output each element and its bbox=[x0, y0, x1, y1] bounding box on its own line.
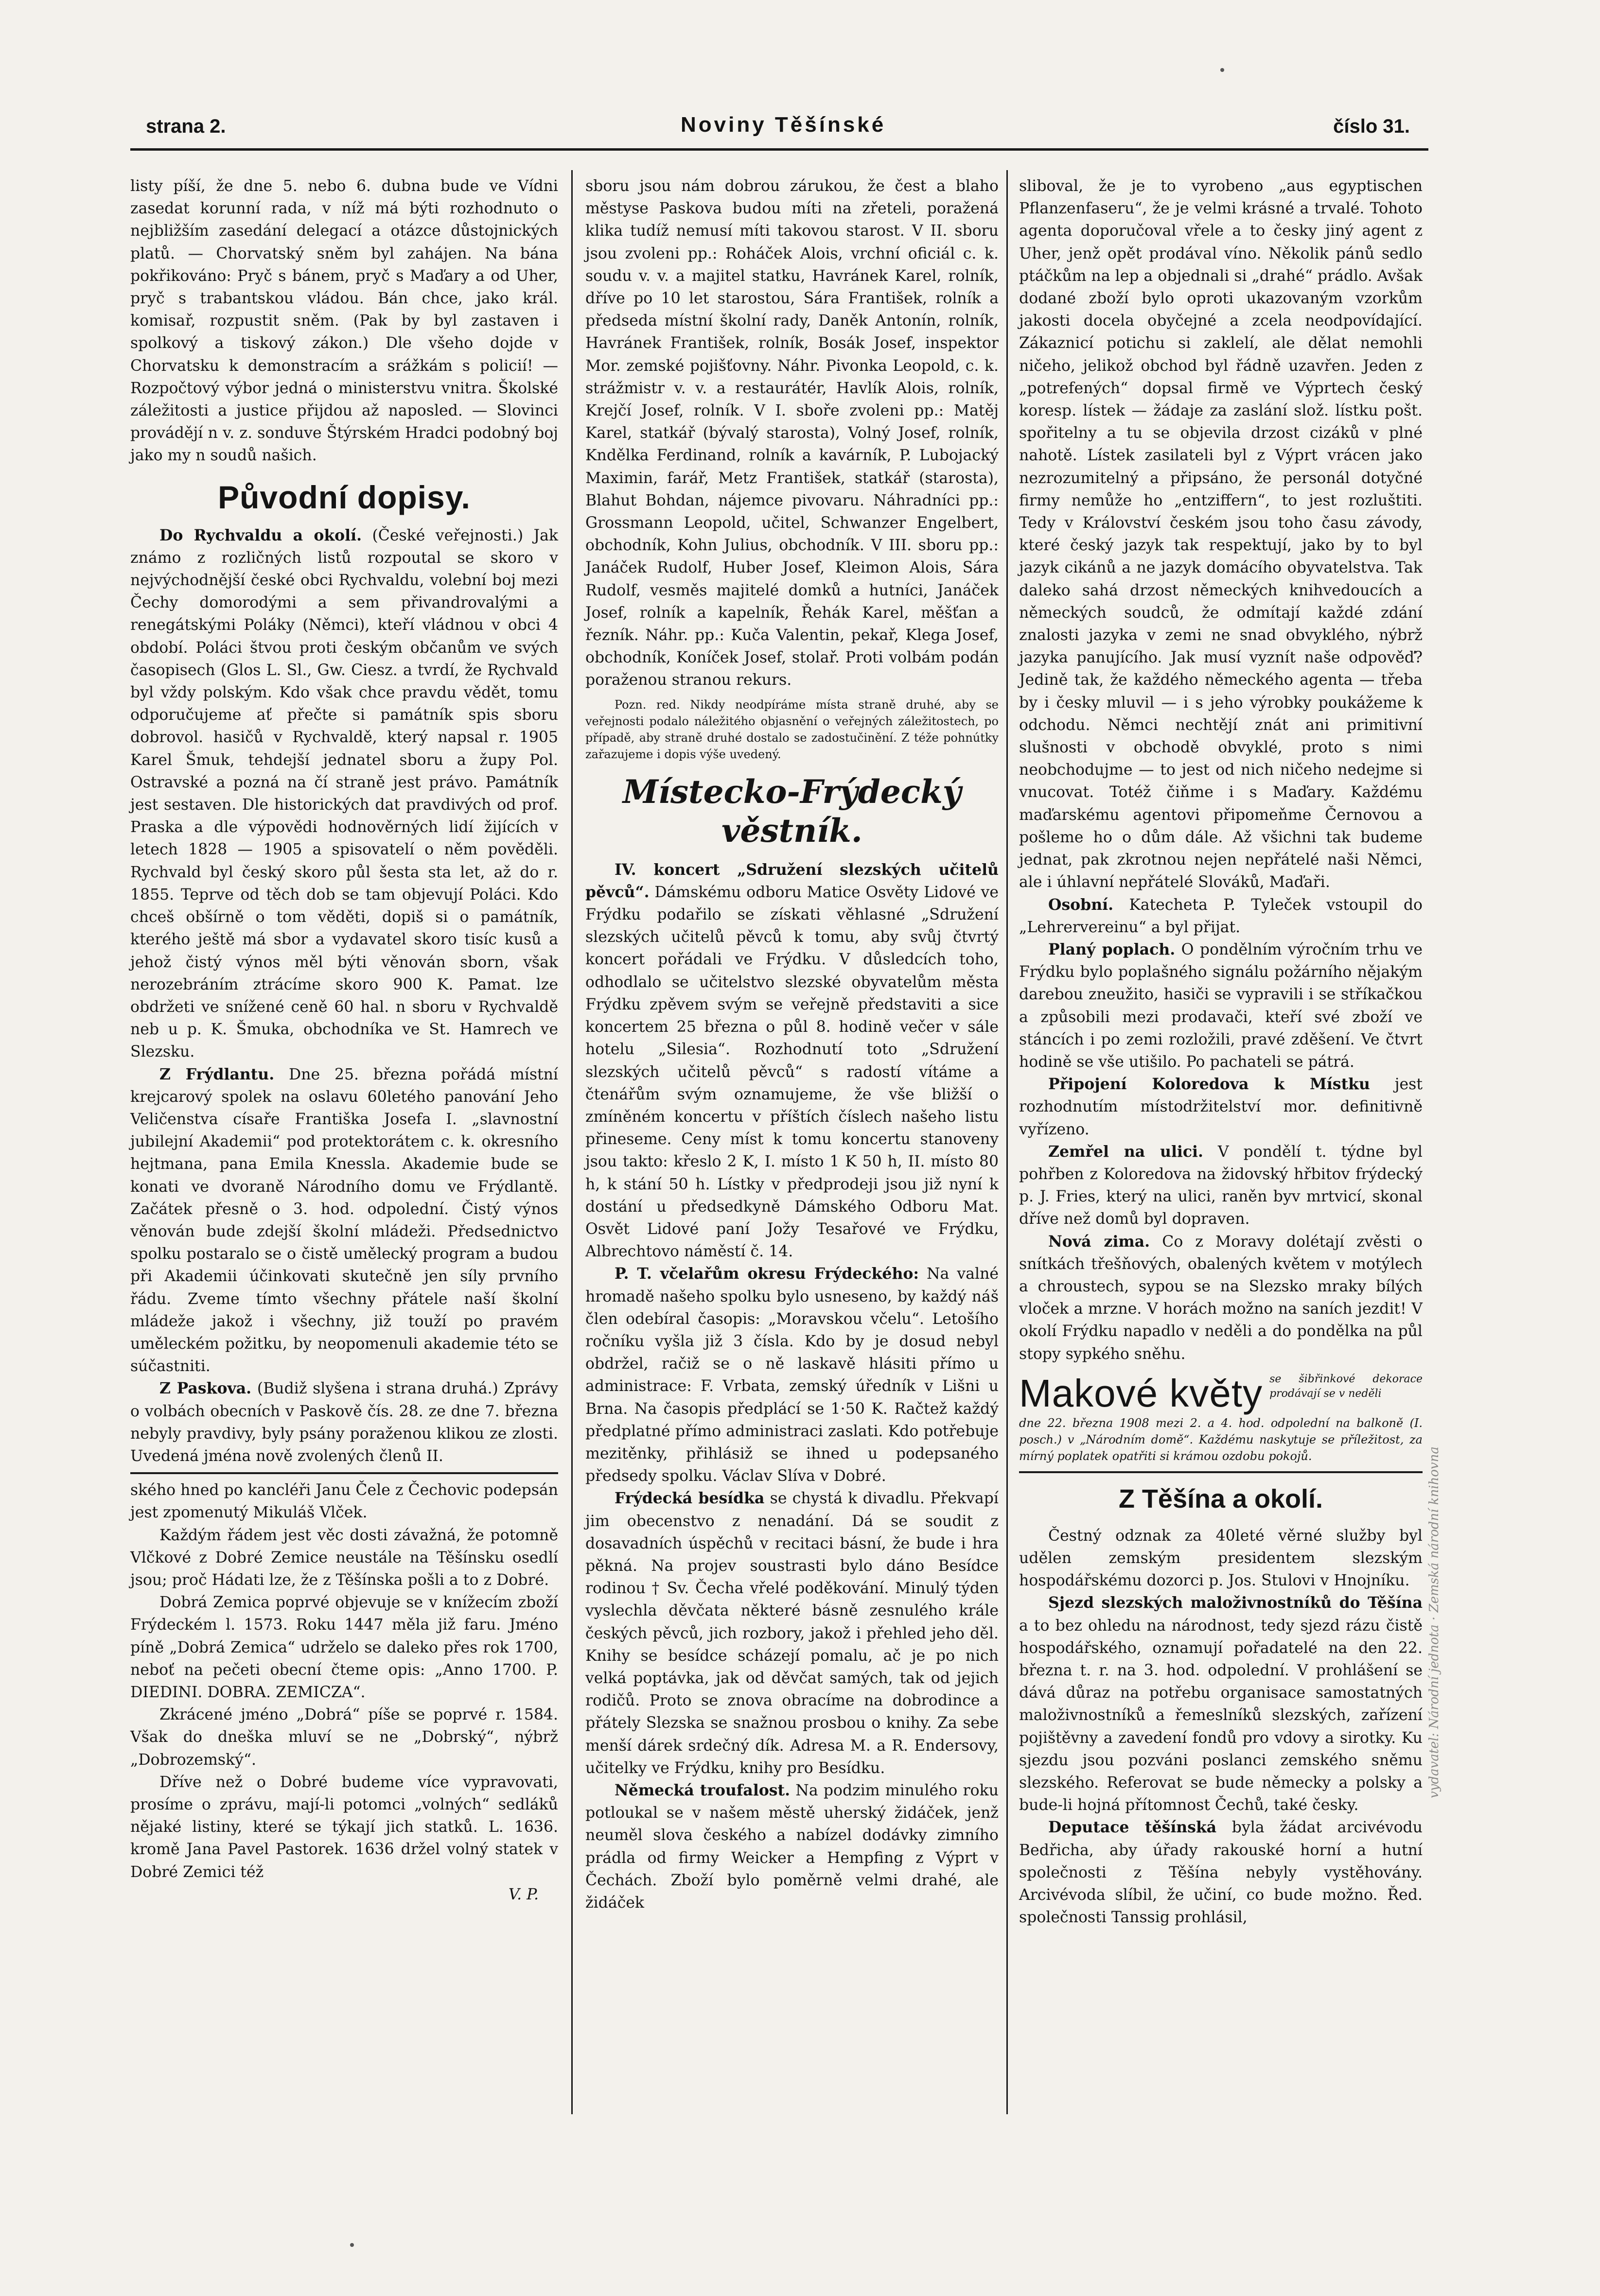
header-rule bbox=[130, 148, 1428, 151]
article-vcelari bbox=[585, 1263, 999, 1487]
article-body: Na valné hromadě našeho spolku bylo usneseno, by každý náš člen odebíral časopis: „Moravskou včelu“. Letošího ročníku vyšla již 3 čísla. Kdo by je dosud nebyl obdržel, račiž se o ně laskavě hlásiti přímo u administrace: F. Vrbata, zemský úředník v Lišni u Brna. Na časopis předplácí se 1·50 K. Račtež každý předplatné přímo administraci zaslati. Kdo potřebuje mezitěnky, přihlásiž se ihned u podepsaného předsedy spolku. Václav Slíva v Dobré. bbox=[585, 1265, 999, 1485]
ad-side-text: se šibřinkové dekorace prodávají se v neděli bbox=[1269, 1373, 1423, 1400]
paragraph: Zkrácené jméno „Dobrá“ píše se poprvé r. 1584. Však do dneška mluví se ne „Dobrský“, nýbrž „Dobrozemský“. bbox=[130, 1706, 558, 1769]
article-plany-poplach bbox=[1019, 939, 1423, 1073]
article-rychvald bbox=[130, 524, 558, 1063]
article-nemecka-troufalost bbox=[585, 1779, 999, 1914]
article-body: (České veřejnosti.) Jak známo z rozličných listů rozpoutal se skoro v nejvýchodnější české obci Rychvaldu, volební boj mezi Čechy domorodými a sem přivandrovalými a renegátskými Poláky (Němci), kteří vládnou v obci 4 období. Poláci štvou proti českým občanům ve svých časopisech (Glos L. Sl., Gw. Ciesz. a tvrdí, že Rychvald byl vždy polským. Kdo však chce pravdu vědět, tomu odporučujeme ať přečte si památník spis sboru dobrovol. hasičů v Rychvaldě, který napsal r. 1905 Karel Šmuk, tehdejší jednatel sboru a župy Pol. Ostravské a pozná na čí straně jest právo. Památník jest sestaven. Dle historických dat pravdivých od prof. Praska a dle výpovědi hodnověrných lidí žijících v letech 1828 — 1905 a spisovatelí o něm pověděli. Rychvald byl český skoro půl šesta sta let, až do r. 1855. Teprve od těch dob se tam objevují Poláci. Kdo chceš obšírně o tom věděti, dopiš si o památník, kterého ještě má sbor a vydavatel skoro tisíc kusů a jehož čistý výnos měl býti věnován sborn, však nerozebráním ztrácíme skoro 900 K. Pamat. lze obdržeti ve snížené ceně 60 hal. n sboru v Rychvaldě neb u p. K. Šmuka, obchodníka ve St. Hamrech ve Slezsku. bbox=[130, 526, 558, 1061]
article-koloredov bbox=[1019, 1073, 1423, 1141]
column-3 bbox=[1019, 175, 1423, 2173]
article-body: O pondělním výročním trhu ve Frýdku bylo poplašného signálu požárního nějakým darebou zneužito, hasiči se vypravili i se stříkačkou a způsobili mezi prodavači, kteří své zboží ve stáncích i po zemi rozložili, pravé zděšení. Ve čtvrt hodině se vše utišilo. Po pachateli se pátrá. bbox=[1019, 940, 1423, 1071]
article-continuation: sliboval, že je to vyrobeno „aus egyptischen Pflanzenfaseru“, že je velmi krásné a trvalé. Tohoto agenta doporučoval vřele a to česky jiný agent z Uher, jenž opět prodával víno. Několik pánů sedlo ptáčkům na lep a objednali si „drahé“ prádlo. Avšak dodané zboží bylo oproti ukazovaným vzorkům jakosti docela obyčejné a zcela neodpovídající. Zákaznicí potichu si zaklelí, ale dělat nemohli ničeho, jelikož obchod byl řádně uzavřen. Jeden z „potrefených“ dopsal firmě ve Výprtech český koresp. lístek — žádaje za zaslání slož. lístku pošt. spořitelny a tu se objevila drzost cizáků v plné nahotě. Lístek zasilateli byl z Výprt vrácen jako nezrozumitelný a připsáno, že personál dotyčné firmy nemůže ho „entziffern“, to jest rozluštiti. Tedy v Království českém jsou toho času závody, které český jazyk tak respektují, jako by to byl jazyk cikánů a ne jazyk domácího obyvatelstva. Tak daleko sahá drzost německých knihvedoucích a německých soudců, že odmítají každé zdání znalosti jazyka v zemi ne snad obvyklého, nýbrž jazyka panujícího. Jak musí vyznít naše odpověď? Jedině tak, že každého německého agenta — třeba by i česky mluvil — i s jeho výrobky poukážeme k odchodu. Němci nechtějí znát ani primitivní slušnosti v obchodě obvyklé, proto s nimi neobchodujme — to jest od nich ničeho nedejme si vnucovat. Totéž čiňme i s Maďary. Každému maďarskému agentovi připomeňme Černovou a pošleme ho o dům dále. Až všichni tak budeme jednat, pak zkrotnou nejen nepřátelé naši Němci, ale i úhlavní nepřátelé Slováků, Maďaři. bbox=[1019, 177, 1423, 891]
article-lead: Osobní. bbox=[1048, 895, 1114, 914]
ad-headline: Makové květy bbox=[1019, 1371, 1263, 1415]
archive-margin-note: vydavatel: Národní jednota · Zemská národní knihovna bbox=[1427, 1446, 1442, 1798]
article-body: Dámskému odboru Matice Osvěty Lidové ve Frýdku podařilo se získati věhlasné „Sdružení slezských učitelů pěvců k tomu, aby svůj čtvrtý koncert pořádali ve Frýdku. V důsledcích toho, odhodlalo se učitelstvo slezské obyvatelům města Frýdku zpěvem svým se veřejně představiti a sice koncertem 25 března o půl 8. hodině večer v sále hotelu „Silesia“. Rozhodnutí toto „Sdružení slezských učitelů pěvců“ s radostí vítáme a čtenářům svým oznamujeme, že vše bližší o zmíněném koncertu v příštích číslech našeho listu přineseme. Ceny míst k tomu koncertu stanoveny jsou takto: křeslo 2 K, I. místo 1 K 50 h, II. místo 80 h, k stání 50 h. Lístky v předprodeji jsou již nyní k dostání u předsedkyně Dámského Odboru Mat. Osvět Lidové paní Jožy Tesařové ve Frýdku, Albrechtovo náměstí č. 14. bbox=[585, 883, 999, 1261]
article-body: a to bez ohledu na národnost, tedy sjezd rázu čistě hospodářského, oznamují pořadatelé na den 22. března t. r. na 3. hod. odpolední. V prohlášení se dává důraz na potřebu organisace samostatných maloživnostníků a řemeslníků slezských, zařízení pojištěvny a zavedení fondů pro vdovy a sirotky. Ku sjezdu jsou pozváni poslanci zemského sněmu slezského. Referovat se bude německy a polsky a bude-li hojná přítomnost Čechů, také česky. bbox=[1019, 1617, 1423, 1814]
article-lead: Připojení Koloredova k Místku bbox=[1048, 1075, 1370, 1094]
article-body: V pondělí t. týdne byl pohřben z Koloredova na židovský hřbitov frýdecký p. J. Fries, který na ulici, raněn byv mrtvicí, skonal dříve než domů byl dopraven. bbox=[1019, 1143, 1423, 1228]
section-title-mistecko-frydecky: Místecko-Frýdecký věstník. bbox=[622, 772, 962, 850]
article-lead: Planý poplach. bbox=[1048, 940, 1176, 958]
article-besidka bbox=[585, 1487, 999, 1779]
advertisement-makove-kvety bbox=[1019, 1372, 1423, 1464]
article-lead: Frýdecká besídka bbox=[615, 1489, 765, 1508]
article-osobni bbox=[1019, 894, 1423, 939]
paragraph: Každým řádem jest věc dosti závažná, že potomně Vlčkové z Dobré Zemice neustále na Těšínsku osedlí jsou; proč Hádati lze, že z Těšínska pošli a to z Dobré. bbox=[130, 1526, 558, 1589]
article-lead: P. T. včelařům okresu Frýdeckého: bbox=[615, 1265, 919, 1283]
article-body: (Budiž slyšena i strana druhá.) Zprávy o volbách obecních v Paskově čís. 28. ze dne 7. března nebyly pravdivy, byly psány poraženou klikou ze zlosti. Uvedená jména nově zvolených členů II. bbox=[130, 1380, 558, 1465]
article-body: Na podzim minulého roku potloukal se v našem městě uherský židáček, jenž neuměl slova českého a nabízel dodávky zimního prádla od firmy Weicker a Hempfing z Výprt v Čechách. Zboží bylo poměrně velmi drahé, ale židáček bbox=[585, 1782, 999, 1912]
article-paskov bbox=[130, 1377, 558, 1467]
article-body: se chystá k divadlu. Překvapí jim obecenstvo z nenadání. Dá se soudit z dosavadních úspěchů v recitaci básní, že bude i hra pěkná. Na projev soustrasti bylo dáno Besídce rodinou † Sv. Čecha vřelé poděkování. Minulý týden vyslechla děvčata některé básně zesnulého krále českých pěvců, jich rozbory, jakož i přehled jeho děl. Knihy se besídce scházejí pomalu, ač je po nich velká poptávka, jak od děvčat samých, tak od jejich rodičů. Proto se znova obracíme na dobrodince a přátely Slezska se snažnou prosbou o knihy. Za sebe menší dárek srdečný dík. Adresa M. a R. Endersovy, učitelky ve Frýdku, knihy pro Besídku. bbox=[585, 1490, 999, 1777]
article-lead: Zemřel na ulici. bbox=[1048, 1142, 1203, 1161]
page-header bbox=[146, 113, 1410, 142]
column-divider-1 bbox=[571, 170, 573, 2114]
ad-body: dne 22. března 1908 mezi 2. a 4. hod. odpolední na balkoně (I. posch.) v „Národním domě“. Každému naskytuje se příležitost, za mírný poplatek opatřiti si krámou ozdobu pokojů. bbox=[1019, 1416, 1423, 1463]
article-lead: Z Paskova. bbox=[159, 1379, 252, 1398]
paragraph: Dobrá Zemica poprvé objevuje se v knížecím zboží Frýdeckém l. 1573. Roku 1447 měla již faru. Jméno píně „Dobrá Zemica“ udrželo se daleko přes rok 1700, neboť na pečeti obecní čteme opis: „Anno 1700. P. DIEDINI. DOBRA. ZEMICZA“. bbox=[130, 1594, 558, 1701]
article-lead: Deputace těšínská bbox=[1048, 1818, 1217, 1837]
article-continuation: sboru jsou nám dobrou zárukou, že čest a blaho městyse Paskova budou míti na zřeteli, poražená klika tudíž nemusí míti takovou starost. V II. sboru jsou zvoleni pp.: Roháček Alois, vrchní oficiál c. k. soudu v. v. a majitel statku, Havránek Karel, rolník, dříve po 10 let starostou, Sára František, rolník a předseda místní školní rady, Daněk Antonín, rolník, Havránek František, rolník, Bosák Josef, inspektor Mor. zemské pojišťovny. Náhr. Pivonka Leopold, c. k. strážmistr v. v. a restaurátér, Havlík Alois, rolník, Krejčí Josef, rolník. V I. sboře zvoleni pp.: Matěj Karel, statkář (bývalý starosta), Volný Josef, rolník, Kndělka Ferdinand, rolník a kavárník, P. Lubojacký Maximin, farář, Metz František, statkář (starosta), Blahut Bohdan, nájemce pivovaru. Náhradníci pp.: Grossmann Leopold, učitel, Schwanzer Engelbert, obchodník, Kohn Julius, obchodník. V III. sboru pp.: Janáček Rudolf, Huber Josef, Kleimon Alois, Sára Rudolf, vesměs majitelé domků a hutníci, Janáček Josef, rolník a kapelník, Řehák Karel, měšťan a řezník. Náhr. pp.: Kuča Valentin, pekař, Klega Josef, obchodník, Koníček Josef, stolař. Proti volbám podán poraženou stranou rekurs. bbox=[585, 177, 999, 689]
article-body: Dne 25. března pořádá místní krejcarový spolek na oslavu 60letého panování Jeho Veličenstva císaře Františka Josefa I. „slavnostní jubilejní Akademii“ pod protektorátem c. k. okresního hejtmana, pana Emila Knessla. Akademie bude se konati ve dvoraně Národního domu ve Frýdlantě. Začátek přesně o 3. hod. odpolední. Čistý výnos věnován bude zdejší školní mládeži. Předsednictvo spolku postaralo se o čistě umělecký program a budou při Akademii účinkovati skutečně jen síly prvního řádu. Zveme tímto všechny přátele naší školní mládeže jakož i všechny, již touží po pravém uměleckém požitku, by neopomenuli akademie této se súčastniti. bbox=[130, 1065, 558, 1375]
article-continuation: listy píší, že dne 5. nebo 6. dubna bude ve Vídni zasedat korunní rada, v níž má býti rozhodnuto o nejbližším zasedání delegací a otázce důstojnických platů. — Chorvatský sněm byl zahájen. Na bána pokřikováno: Pryč s bánem, pryč s Maďary a od Uher, pryč s trabantskou vládou. Bán chce, jako král. komisař, rozpustit sněm. (Pak by byl zastaven i spolkový a tiskový zákon.) Dle všeho dojde v Chorvatsku k demonstracím a srážkám s policií! — Rozpočtový výbor jedná o ministerstvu vnitra. Školské záležitosti a justice přijdou až naposled. — Slovinci provádějí n v. z. sonduve Štýrském Hradci podobný boj jako my n soudů našich. bbox=[130, 177, 558, 465]
editor-note: Pozn. red. Nikdy neodpíráme místa straně druhé, aby se veřejnosti podalo náležitého objasnění o veřejných záležitostech, po případě, aby straně druhé dostalo se zadostučinění. Z téže pohnútky zařazujeme i dopis výše uvedený. bbox=[585, 697, 999, 761]
article-lead: Německá troufalost. bbox=[615, 1781, 791, 1799]
author-signature: V. P. bbox=[508, 1885, 539, 1903]
article-odznak: Čestný odznak za 40leté věrné služby byl udělen zemským presidentem slezským hospodářskému dozorci p. Jos. Stulovi v Hnojníku. bbox=[1019, 1527, 1423, 1590]
article-lead: Sjezd slezských maloživnostníků do Těšína bbox=[1048, 1594, 1423, 1612]
article-deputace bbox=[1019, 1816, 1423, 1929]
print-speck bbox=[1220, 68, 1224, 72]
page-number: strana 2. bbox=[146, 116, 226, 137]
article-lead: Do Rychvaldu a okolí. bbox=[159, 526, 362, 544]
issue-number: číslo 31. bbox=[1333, 116, 1410, 137]
article-frydlant bbox=[130, 1063, 558, 1378]
article-nova-zima bbox=[1019, 1231, 1423, 1365]
masthead-title: Noviny Těšínské bbox=[681, 113, 886, 137]
paragraph: Dříve než o Dobré budeme více vypravovati, prosíme o zprávu, mají-li potomci „volných“ sedláků nějaké listiny, které se týkají jich statků. L. 1636. kromě Jana Pavel Pastorek. 1636 držel volný statek v Dobré Zemici též bbox=[130, 1773, 558, 1881]
article-dobra-zemice: ského hned po kancléři Janu Čele z Čechovic podepsán jest zpomenutý Mikuláš Vlček. bbox=[130, 1481, 558, 1522]
article-body: Katecheta P. Tyleček vstoupil do „Lehrervereinu“ a byl přijat. bbox=[1019, 896, 1423, 936]
article-zemrel bbox=[1019, 1141, 1423, 1231]
article-lead: Nová zima. bbox=[1048, 1232, 1150, 1251]
section-divider bbox=[1019, 1471, 1423, 1473]
article-sjezd bbox=[1019, 1592, 1423, 1816]
article-body: jest rozhodnutím místodržitelství mor. definitivně vyřízeno. bbox=[1019, 1076, 1423, 1138]
article-koncert bbox=[585, 859, 999, 1263]
column-1 bbox=[130, 175, 558, 2173]
article-body: byla žádat arcivévodu Bedřicha, aby úřady rakouské horní a hutní společnosti z Těšína nebyly vystěhovány. Arcivévoda slíbil, že učiní, co bude možno. Řed. společnosti Tanssig prohlásil, bbox=[1019, 1819, 1423, 1927]
section-title-puvodni-dopisy: Původní dopisy. bbox=[218, 479, 471, 515]
article-body: Co z Moravy dolétají zvěsti o snítkách třešňových, obalených květem v motýlech a chroustech, sypou se na Slezsko mraky bílých vloček a mrzne. V horách možno na saních jezdit! V okolí Frýdku napadlo v neděli a do pondělka na půl stopy sypkého sněhu. bbox=[1019, 1233, 1423, 1363]
section-divider bbox=[130, 1472, 558, 1474]
article-lead: IV. koncert „Sdružení slezských učitelů pěvců“. bbox=[585, 860, 999, 901]
section-title-z-tesina: Z Těšína a okolí. bbox=[1118, 1484, 1323, 1513]
print-speck bbox=[350, 2243, 354, 2247]
article-lead: Z Frýdlantu. bbox=[159, 1065, 275, 1083]
column-divider-2 bbox=[1006, 170, 1008, 2114]
column-2 bbox=[585, 175, 999, 2173]
